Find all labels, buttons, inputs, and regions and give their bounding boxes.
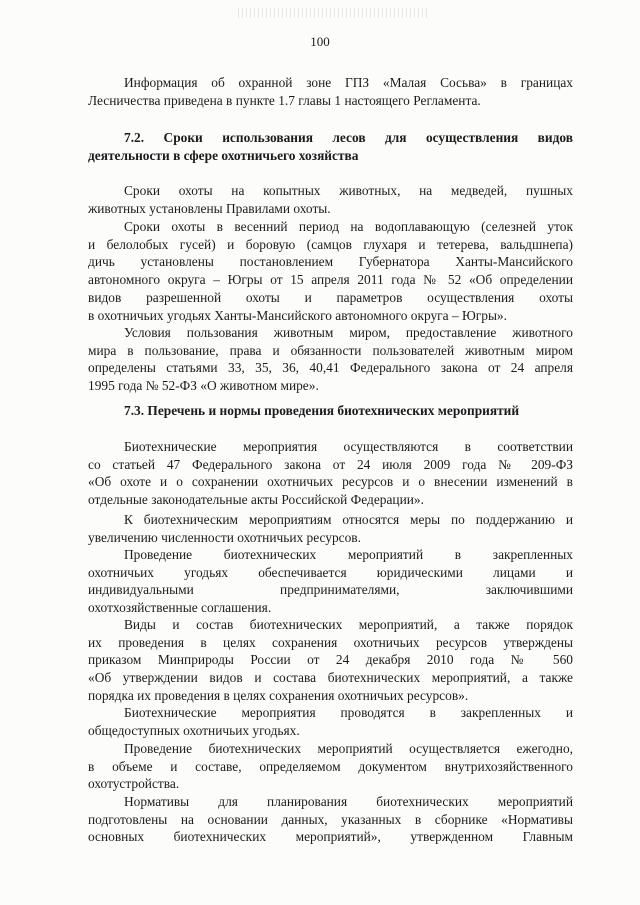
text-line: мира в пользование, права и обязанности пользователей животным миром (88, 342, 573, 358)
text-line: охотустройства. (88, 776, 180, 792)
text-line: видов разрешенной охоты и параметров осуществления охоты (88, 289, 573, 305)
text-line: дичь установлены постановлением Губернатора Ханты-Мансийского (88, 254, 573, 270)
section-7-3-paragraph (88, 616, 573, 705)
text-line: охотхозяйственные соглашения. (88, 600, 272, 616)
text-line: Биотехнические мероприятия осуществляются в соответствии (124, 439, 573, 454)
text-line: порядка их проведения в целях сохранения охотничьих ресурсов». (88, 687, 469, 703)
heading-line: деятельности в сфере охотничьего хозяйства (88, 147, 359, 163)
text-line: Биотехнические мероприятия проводятся в закрепленных и (124, 705, 573, 720)
text-line: в охотничьих угодьях Ханты-Мансийского автономного округа – Югры». (88, 307, 507, 323)
text-line: охотничьих угодьях обеспечивается юридическими лицами и (88, 564, 573, 580)
text-line: и белолобых гусей) и боровую (самцов глухаря и тетерева, вальдшнепа) (88, 236, 573, 252)
text-line: К биотехническим мероприятиям относятся меры по поддержанию и (124, 512, 573, 527)
text-line: их проведения в целях сохранения охотничьих ресурсов утверждены (88, 634, 573, 650)
text-line: «Об охоте и о сохранении охотничьих ресурсов и о внесении изменений в (88, 474, 573, 490)
text-line: «Об утверждении видов и состава биотехнических мероприятий, а также (88, 670, 573, 686)
heading-line: 7.2. Сроки использования лесов для осуществления видов (124, 130, 573, 145)
text-line: Сроки охоты на копытных животных, на медведей, пушных (124, 183, 573, 198)
text-line: в объеме и составе, определяемом документом внутрихозяйственного (88, 758, 573, 774)
section-7-3-paragraph (88, 793, 573, 846)
section-7-3-paragraph (88, 438, 573, 509)
section-7-2-heading (88, 129, 573, 164)
text-line: общедоступных охотничьих угодьях. (88, 722, 300, 738)
text-line: определены статьями 33, 35, 36, 40,41 Федерального закона от 24 апреля (88, 360, 573, 376)
text-line: подготовлены на основании данных, указанных в сборнике «Нормативы (88, 811, 573, 827)
text-line: основных биотехнических мероприятий», утвержденном Главным (88, 829, 573, 845)
section-7-2-paragraph (88, 182, 573, 217)
section-7-3-paragraph (88, 546, 573, 617)
text-line: индивидуальными предпринимателями, заключившими (88, 582, 573, 598)
heading-line: 7.3. Перечень и нормы проведения биотехнических мероприятий (124, 403, 520, 418)
section-7-3-paragraph (88, 704, 573, 739)
section-7-2-paragraph (88, 218, 573, 324)
page-number: 100 (310, 34, 330, 49)
section-7-3-paragraph (88, 740, 573, 793)
text-line: приказом Минприроды России от 24 декабря 2010 года № 560 (88, 652, 573, 668)
intro-paragraph (88, 74, 573, 109)
scan-artifact (238, 8, 428, 18)
section-7-2-paragraph (88, 324, 573, 395)
section-7-3-paragraph (88, 511, 573, 546)
section-7-3-heading (88, 402, 573, 420)
text-line: увеличению численности охотничьих ресурсов. (88, 529, 361, 545)
text-line: Нормативы для планирования биотехнических мероприятий (124, 794, 573, 809)
text-line: Сроки охоты в весенний период на водоплавающую (селезней уток (124, 219, 573, 234)
text-line: Виды и состав биотехнических мероприятий, а также порядок (124, 617, 573, 632)
text-line: животных установлены Правилами охоты. (88, 200, 331, 216)
text-line: со статьей 47 Федерального закона от 24 июля 2009 года № 209-ФЗ (88, 456, 573, 472)
text-line: Лесничества приведена в пункте 1.7 главы 1 настоящего Регламента. (88, 92, 481, 108)
text-line: 1995 года № 52-ФЗ «О животном мире». (88, 378, 319, 394)
text-line: Условия пользования животным миром, предоставление животного (124, 325, 573, 340)
text-line: автономного округа – Югры от 15 апреля 2011 года № 52 «Об определении (88, 272, 573, 288)
text-line: отдельные законодательные акты Российской Федерации». (88, 492, 424, 508)
text-line: Проведение биотехнических мероприятий в закрепленных (124, 547, 573, 562)
text-line: Информация об охранной зоне ГПЗ «Малая Сосьва» в границах (124, 75, 573, 90)
text-line: Проведение биотехнических мероприятий осуществляется ежегодно, (124, 741, 573, 756)
